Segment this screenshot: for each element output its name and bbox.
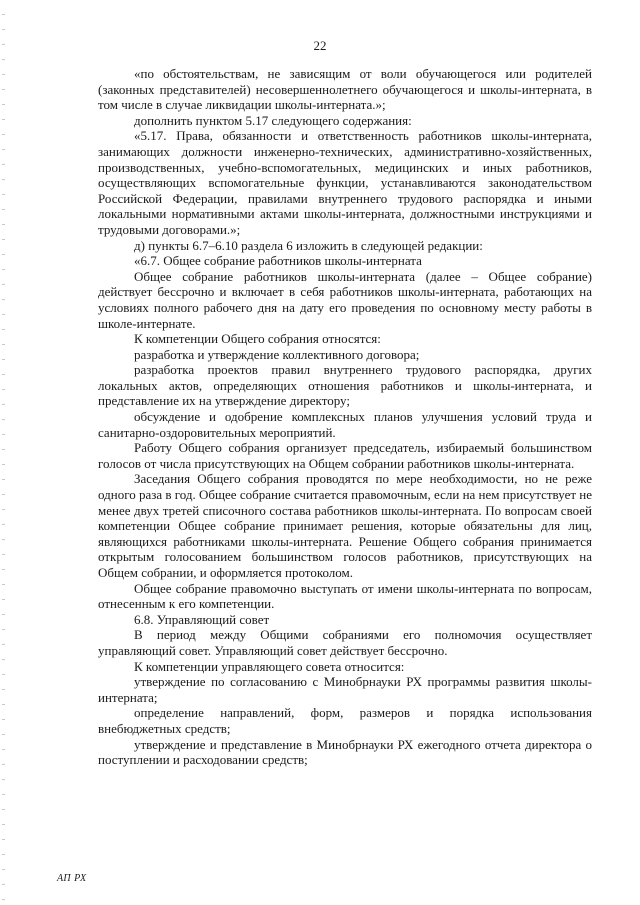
paragraph-general-meeting-competence: К компетенции Общего собрания относятся: [134, 331, 381, 347]
paragraph-managing-council: В период между Общими собраниями его полномочия осуществляет управляющий совет. Управляющий совет действует бессрочно. [98, 627, 592, 658]
scan-edge-marks [2, 0, 5, 905]
list-item: обсуждение и одобрение комплексных планов улучшения условий труда и санитарно-оздоровительных мероприятий. [98, 409, 592, 440]
paragraph-general-meeting-definition: Общее собрание работников школы-интерната (далее – Общее собрание) действует бессрочно и включает в себя работников школы-интерната, работающих на условиях полного рабочего дня на дату его проведения по основному месту работы в школе-интернате. [98, 268, 592, 331]
paragraph-continuation: «по обстоятельствам, не зависящим от воли обучающегося или родителей (законных представителей) несовершеннолетнего обучающегося и школы-интерната, в том числе в случае ликвидации школы-интерната.»; [98, 66, 592, 113]
paragraph-amendment-5-17-intro: дополнить пунктом 5.17 следующего содержания: [134, 112, 412, 128]
list-item: утверждение и представление в Минобрнауки РХ ежегодного отчета директора о поступлении и расходовании средств; [98, 736, 592, 768]
list-item: разработка и утверждение коллективного договора; [134, 346, 420, 362]
list-item: утверждение по согласованию с Минобрнауки РХ программы развития школы-интерната; [98, 674, 592, 705]
paragraph-chairman: Работу Общего собрания организует председатель, избираемый большинством голосов от числа присутствующих на Общем собрании работников школы-интерната. [98, 440, 592, 471]
paragraph-council-competence: К компетенции управляющего совета относится: [134, 658, 405, 674]
document-body [98, 66, 592, 768]
list-item: определение направлений, форм, размеров и порядка использования внебюджетных средств; [98, 705, 592, 736]
paragraph-meetings: Заседания Общего собрания проводятся по мере необходимости, но не реже одного раза в год. Общее собрание считается правомочным, если на нем присутствует не менее двух третей списочного состава работников школы-интерната. По вопросам своей компетенции Общее собрание принимает решения, которые обязательны для лиц, являющихся работниками школы-интерната. Решение Общего собрания принимается открытым голосованием большинством голосов работников, присутствующих на Общем собрании, и оформляется протоколом. [98, 471, 592, 580]
heading-6-8: 6.8. Управляющий совет [134, 611, 270, 627]
list-item: разработка проектов правил внутреннего трудового распорядка, других локальных актов, определяющих отношения работников и школы-интерната, и представление их на утверждение директору; [98, 362, 592, 409]
paragraph-meeting-authority: Общее собрание правомочно выступать от имени школы-интерната по вопросам, отнесенным к его компетенции. [98, 580, 592, 612]
paragraph-amendment-d: д) пункты 6.7–6.10 раздела 6 изложить в следующей редакции: [134, 237, 483, 253]
page-number: 22 [313, 38, 327, 53]
paragraph-clause-5-17: «5.17. Права, обязанности и ответственность работников школы-интерната, занимающих должности инженерно-технических, административно-хозяйственных, производственных, учебно-вспомогательных, медицинских и иных работников, осуществляющих вспомогательные функции, устанавливаются законодательством Российской Федерации, правилами внутреннего трудового распорядка и иными локальными нормативными актами школы-интерната, должностными инструкциями и трудовыми договорами.»; [98, 128, 592, 237]
heading-6-7: «6.7. Общее собрание работников школы-интерната [134, 253, 422, 269]
footer-mark: АП РХ [57, 873, 87, 884]
